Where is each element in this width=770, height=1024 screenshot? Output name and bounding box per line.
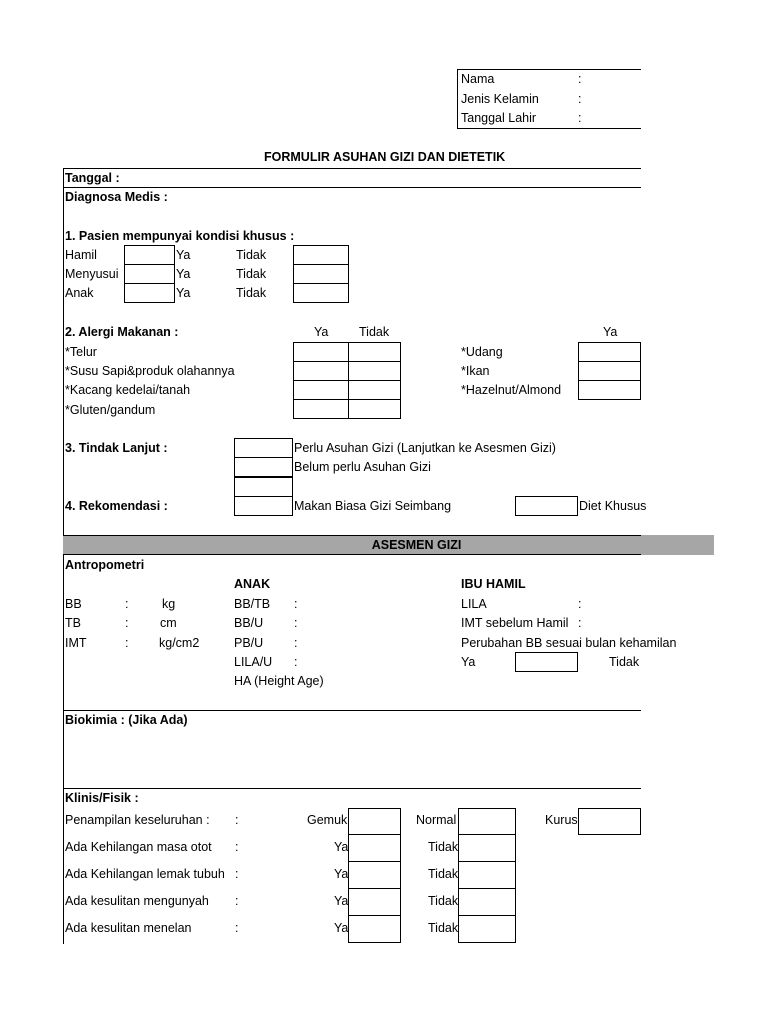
menelan-tidak-label: Tidak <box>428 921 459 935</box>
bb-unit: kg <box>162 597 176 611</box>
kurus-checkbox[interactable] <box>578 808 641 835</box>
normal-label: Normal <box>416 813 457 827</box>
otot-tidak-label: Tidak <box>428 840 459 854</box>
tanggal-lahir-colon: : <box>578 111 582 125</box>
ikan-ya-checkbox[interactable] <box>578 361 641 381</box>
diet-khusus-checkbox[interactable] <box>515 496 578 516</box>
belum-perlu-label: Belum perlu Asuhan Gizi <box>294 460 431 474</box>
imt-unit: kg/cm2 <box>159 636 200 650</box>
anak-tidak-checkbox[interactable] <box>293 283 349 303</box>
tb-colon: : <box>125 616 129 630</box>
kacang-ya-checkbox[interactable] <box>293 380 349 400</box>
makan-biasa-label: Makan Biasa Gizi Seimbang <box>294 499 452 513</box>
anak-bbtb-colon: : <box>294 597 298 611</box>
imt-label: IMT <box>65 636 87 650</box>
gluten-ya-checkbox[interactable] <box>293 399 349 419</box>
susu-ya-checkbox[interactable] <box>293 361 349 381</box>
perlu-asuhan-checkbox[interactable] <box>234 438 293 458</box>
hamil-tidak-checkbox[interactable] <box>293 245 349 265</box>
anak-ha-label: HA (Height Age) <box>234 674 324 688</box>
nama-label: Nama <box>461 72 495 86</box>
perubahan-ya-checkbox[interactable] <box>515 652 578 672</box>
hazelnut-ya-checkbox[interactable] <box>578 380 641 400</box>
kondisi-menyusui-label: Menyusui <box>65 267 119 281</box>
anak-bbu-label: BB/U <box>234 616 264 630</box>
biokimia-divider <box>63 710 641 711</box>
menyusui-ya-label: Ya <box>176 267 191 281</box>
lemak-ya-checkbox[interactable] <box>348 861 401 889</box>
perubahan-tidak-label: Tidak <box>609 655 640 669</box>
otot-colon: : <box>235 840 239 854</box>
kondisi-anak-label: Anak <box>65 286 94 300</box>
menelan-ya-checkbox[interactable] <box>348 915 401 943</box>
antropometri-label: Antropometri <box>65 558 145 572</box>
anak-lilau-label: LILA/U <box>234 655 273 669</box>
klinis-divider <box>63 788 641 789</box>
bb-colon: : <box>125 597 129 611</box>
mengunyah-tidak-checkbox[interactable] <box>458 888 516 916</box>
band-top-line <box>63 535 641 536</box>
anak-bbtb-label: BB/TB <box>234 597 271 611</box>
menelan-ya-label: Ya <box>334 921 349 935</box>
telur-ya-checkbox[interactable] <box>293 342 349 362</box>
lemak-ya-label: Ya <box>334 867 349 881</box>
lemak-tidak-label: Tidak <box>428 867 459 881</box>
perubahan-clip <box>461 636 677 651</box>
penampilan-label: Penampilan keseluruhan : <box>65 813 210 827</box>
anak-ya-checkbox[interactable] <box>124 283 175 303</box>
perubahan-bb-label: Perubahan BB sesuai bulan kehamilan <box>461 636 677 650</box>
gemuk-checkbox[interactable] <box>348 808 401 835</box>
belum-perlu-checkbox[interactable] <box>234 457 293 477</box>
ibu-hamil-heading: IBU HAMIL <box>461 577 526 591</box>
otot-ya-checkbox[interactable] <box>348 834 401 862</box>
alergi-udang-label: *Udang <box>461 345 503 359</box>
mengunyah-colon: : <box>235 894 239 908</box>
diet-khusus-clip <box>579 499 647 514</box>
menyusui-tidak-label: Tidak <box>236 267 267 281</box>
otot-label: Ada Kehilangan masa otot <box>65 840 212 854</box>
menelan-colon: : <box>235 921 239 935</box>
telur-tidak-checkbox[interactable] <box>348 342 401 362</box>
lila-colon: : <box>578 597 582 611</box>
mengunyah-tidak-label: Tidak <box>428 894 459 908</box>
tb-label: TB <box>65 616 81 630</box>
tb-unit: cm <box>160 616 177 630</box>
mengunyah-ya-checkbox[interactable] <box>348 888 401 916</box>
imt-colon: : <box>125 636 129 650</box>
bb-label: BB <box>65 597 82 611</box>
biokimia-label: Biokimia : (Jika Ada) <box>65 713 188 727</box>
alergi-hazelnut-label: *Hazelnut/Almond <box>461 383 562 397</box>
udang-ya-checkbox[interactable] <box>578 342 641 362</box>
perlu-asuhan-label: Perlu Asuhan Gizi (Lanjutkan ke Asesmen Gizi) <box>294 441 556 455</box>
diagnosa-label: Diagnosa Medis : <box>65 190 168 204</box>
gluten-tidak-checkbox[interactable] <box>348 399 401 419</box>
imt-sebelum-label: IMT sebelum Hamil <box>461 616 569 630</box>
hamil-ya-label: Ya <box>176 248 191 262</box>
anak-lilau-colon: : <box>294 655 298 669</box>
jenis-kelamin-label: Jenis Kelamin <box>461 92 539 106</box>
alergi-tidak-header: Tidak <box>359 325 390 339</box>
gemuk-label: Gemuk <box>307 813 348 827</box>
alergi-susu-label: *Susu Sapi&produk olahannya <box>65 364 235 378</box>
alergi-heading: 2. Alergi Makanan : <box>65 325 179 339</box>
menelan-tidak-checkbox[interactable] <box>458 915 516 943</box>
form-title: FORMULIR ASUHAN GIZI DAN DIETETIK <box>264 150 506 164</box>
klinis-heading: Klinis/Fisik : <box>65 791 139 805</box>
makan-biasa-checkbox[interactable] <box>234 496 293 516</box>
lila-label: LILA <box>461 597 487 611</box>
alergi-ya-header: Ya <box>314 325 329 339</box>
jenis-kelamin-colon: : <box>578 92 582 106</box>
lemak-label: Ada Kehilangan lemak tubuh <box>65 867 225 881</box>
tindak-heading: 3. Tindak Lanjut : <box>65 441 168 455</box>
susu-tidak-checkbox[interactable] <box>348 361 401 381</box>
menyusui-ya-checkbox[interactable] <box>124 264 175 284</box>
anak-bbu-colon: : <box>294 616 298 630</box>
hamil-tidak-label: Tidak <box>236 248 267 262</box>
kondisi-heading: 1. Pasien mempunyai kondisi khusus : <box>65 229 295 243</box>
otot-tidak-checkbox[interactable] <box>458 834 516 862</box>
kondisi-hamil-label: Hamil <box>65 248 97 262</box>
alergi-ikan-label: *Ikan <box>461 364 490 378</box>
alergi-telur-label: *Telur <box>65 345 97 359</box>
top-border <box>63 168 641 169</box>
alergi-gluten-label: *Gluten/gandum <box>65 403 156 417</box>
rekomendasi-heading: 4. Rekomendasi : <box>65 499 168 513</box>
nama-colon: : <box>578 72 582 86</box>
lemak-colon: : <box>235 867 239 881</box>
mengunyah-label: Ada kesulitan mengunyah <box>65 894 209 908</box>
alergi-ya-header-right: Ya <box>603 325 618 339</box>
lemak-tidak-checkbox[interactable] <box>458 861 516 889</box>
anak-pbu-label: PB/U <box>234 636 264 650</box>
diet-khusus-label: Diet Khusus <box>579 499 647 513</box>
anak-heading: ANAK <box>234 577 271 591</box>
anak-pbu-colon: : <box>294 636 298 650</box>
perubahan-ya-label: Ya <box>461 655 476 669</box>
asesmen-title: ASESMEN GIZI <box>371 538 462 552</box>
band-bottom-line <box>63 554 641 555</box>
tanggal-divider <box>63 187 641 188</box>
alergi-kacang-label: *Kacang kedelai/tanah <box>65 383 191 397</box>
normal-checkbox[interactable] <box>458 808 516 835</box>
left-border <box>63 168 64 944</box>
hamil-ya-checkbox[interactable] <box>124 245 175 265</box>
tanggal-label: Tanggal : <box>65 171 120 185</box>
imt-sebelum-colon: : <box>578 616 582 630</box>
menelan-label: Ada kesulitan menelan <box>65 921 192 935</box>
mengunyah-ya-label: Ya <box>334 894 349 908</box>
kurus-label: Kurus <box>545 813 578 827</box>
kacang-tidak-checkbox[interactable] <box>348 380 401 400</box>
menyusui-tidak-checkbox[interactable] <box>293 264 349 284</box>
anak-tidak-label: Tidak <box>236 286 267 300</box>
tindak-blank-checkbox[interactable] <box>234 477 293 497</box>
anak-ya-label: Ya <box>176 286 191 300</box>
tanggal-lahir-label: Tanggal Lahir <box>461 111 537 125</box>
otot-ya-label: Ya <box>334 840 349 854</box>
penampilan-colon: : <box>235 813 239 827</box>
